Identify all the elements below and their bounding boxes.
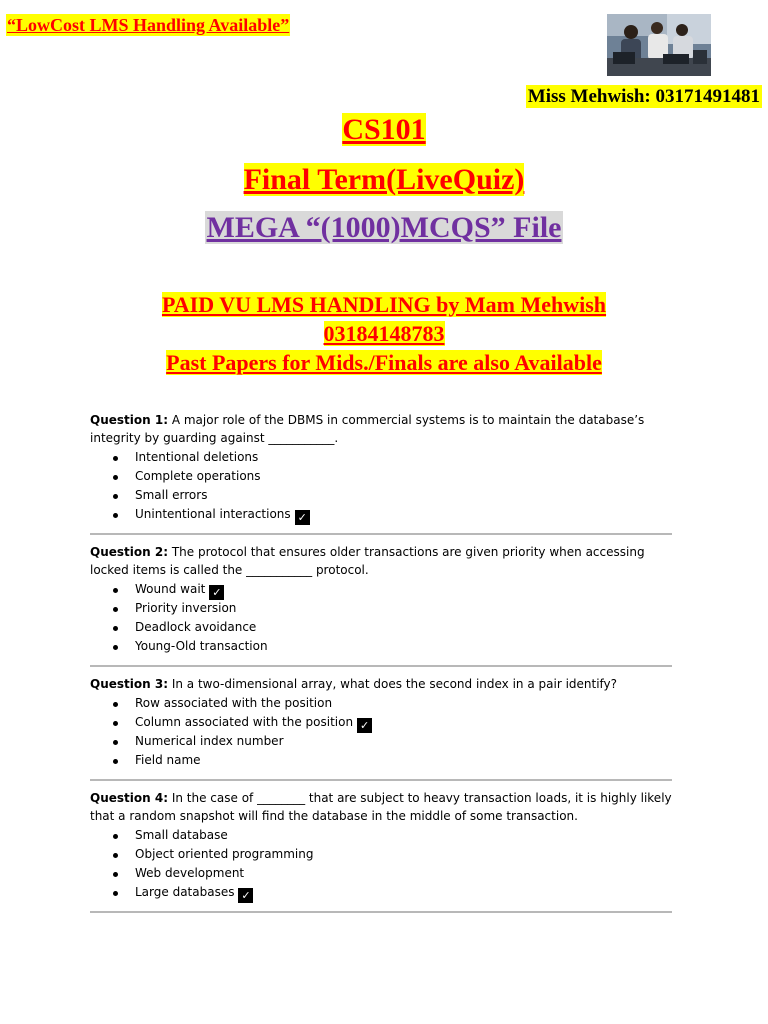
option-item <box>90 618 672 637</box>
option-text: Field name <box>135 753 201 767</box>
paid-handling-text: PAID VU LMS HANDLING by Mam Mehwish <box>161 292 607 317</box>
question-list <box>90 411 672 921</box>
paid-phone-line <box>0 320 768 347</box>
option-item <box>90 845 672 864</box>
file-title <box>0 210 768 246</box>
question-block <box>90 411 672 535</box>
question-body: In the case of ________ that are subject to heavy transaction loads, it is highly likely that a random snapshot will find the database in the middle of some transaction. <box>90 791 672 823</box>
question-label: Question 3: <box>90 677 168 691</box>
checkmark-icon: ✓ <box>209 585 224 600</box>
option-item <box>90 751 672 770</box>
question-block <box>90 675 672 781</box>
option-text: Young-Old transaction <box>135 639 268 653</box>
option-item-correct <box>90 713 672 732</box>
question-label: Question 4: <box>90 791 168 805</box>
question-label: Question 2: <box>90 545 168 559</box>
option-text: Small errors <box>135 488 208 502</box>
question-block <box>90 789 672 913</box>
option-list <box>90 826 672 902</box>
option-item <box>90 732 672 751</box>
file-title-text: MEGA “(1000)MCQS” File <box>206 211 562 244</box>
option-list <box>90 448 672 524</box>
option-text: Row associated with the position <box>135 696 333 710</box>
option-item-correct <box>90 883 672 902</box>
option-item <box>90 694 672 713</box>
option-text: Wound wait <box>135 582 206 596</box>
option-text: Column associated with the position <box>135 715 354 729</box>
question-text <box>90 789 672 825</box>
option-item <box>90 826 672 845</box>
exam-title <box>0 162 768 198</box>
lowcost-banner: “LowCost LMS Handling Available” <box>7 15 290 35</box>
option-item-correct <box>90 580 672 599</box>
option-text: Web development <box>135 866 245 880</box>
option-item-correct <box>90 505 672 524</box>
option-text: Small database <box>135 828 228 842</box>
exam-title-text: Final Term(LiveQuiz) <box>243 163 525 196</box>
paid-handling-line <box>0 291 768 318</box>
question-text <box>90 543 672 579</box>
question-body: In a two-dimensional array, what does the second index in a pair identify? <box>171 677 618 691</box>
option-list <box>90 580 672 656</box>
option-item <box>90 864 672 883</box>
question-text <box>90 675 672 693</box>
option-text: Large databases <box>135 885 235 899</box>
checkmark-icon: ✓ <box>357 718 372 733</box>
option-item <box>90 486 672 505</box>
option-list <box>90 694 672 770</box>
option-item <box>90 637 672 656</box>
option-item <box>90 599 672 618</box>
option-text: Priority inversion <box>135 601 237 615</box>
people-at-computers-photo <box>607 14 711 76</box>
checkmark-icon: ✓ <box>295 510 310 525</box>
past-papers-text: Past Papers for Mids./Finals are also Available <box>166 350 602 375</box>
question-body: A major role of the DBMS in commercial systems is to maintain the database’s integrity by guarding against ___________. <box>90 413 645 445</box>
question-label: Question 1: <box>90 413 168 427</box>
course-code <box>0 112 768 148</box>
past-papers-line <box>0 349 768 376</box>
option-text: Object oriented programming <box>135 847 314 861</box>
option-item <box>90 448 672 467</box>
option-text: Unintentional interactions <box>135 507 291 521</box>
option-item <box>90 467 672 486</box>
option-text: Complete operations <box>135 469 261 483</box>
question-text <box>90 411 672 447</box>
option-text: Intentional deletions <box>135 450 259 464</box>
question-block <box>90 543 672 667</box>
option-text: Deadlock avoidance <box>135 620 257 634</box>
option-text: Numerical index number <box>135 734 284 748</box>
contact-number: Miss Mehwish: 03171491481 <box>527 86 760 107</box>
checkmark-icon: ✓ <box>238 888 253 903</box>
paid-phone-text: 03184148783 <box>323 321 445 346</box>
question-body: The protocol that ensures older transactions are given priority when accessing locked items is called the ___________ protocol. <box>90 545 645 577</box>
course-code-text: CS101 <box>342 113 426 146</box>
